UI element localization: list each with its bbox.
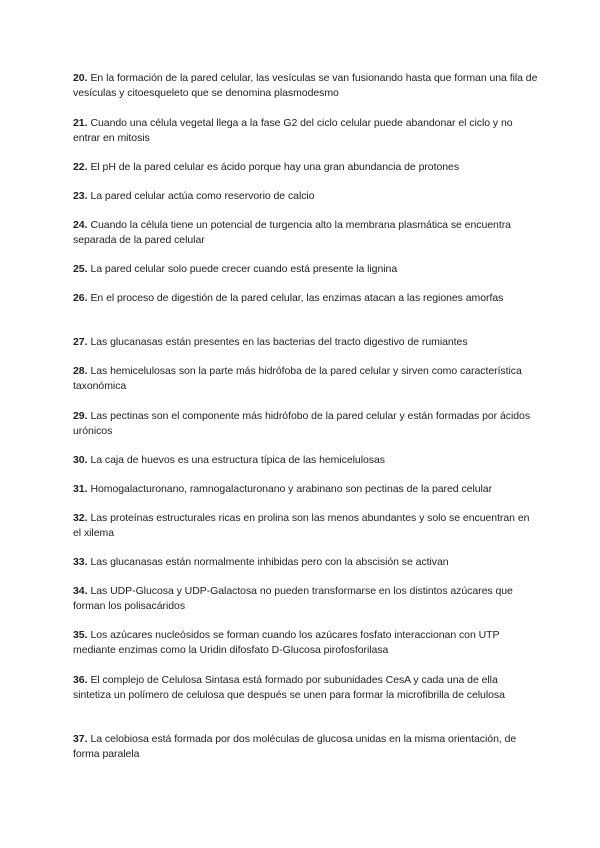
statement-number: 34. [73,585,88,597]
statement-number: 21. [73,117,88,129]
statement-26 [73,291,538,306]
statement-text: Homogalacturonano, ramnogalacturonano y arabinano son pectinas de la pared celular [90,483,493,495]
statement-text: Las glucanasas están normalmente inhibidas pero con la abscisión se activan [90,556,449,568]
statement-27 [73,335,538,350]
statement-number: 26. [73,292,88,304]
statement-number: 27. [73,336,88,348]
statement-number: 20. [73,72,88,84]
statement-25 [73,262,538,277]
statement-text: La pared celular solo puede crecer cuando está presente la lignina [90,263,398,275]
statement-text: Los azúcares nucleósidos se forman cuando los azúcares fosfato interaccionan con UTP mediante enzimas como la Uridin difosfato D-Glucosa pirofosforilasa [73,629,500,656]
statement-31 [73,482,538,497]
statement-number: 36. [73,674,88,686]
statement-text: Las pectinas son el componente más hidrófobo de la pared celular y están formadas por ácidos urónicos [73,410,531,437]
statement-text: Cuando una célula vegetal llega a la fase G2 del ciclo celular puede abandonar el ciclo y no entrar en mitosis [73,117,513,144]
statement-number: 30. [73,454,88,466]
statement-text: Cuando la célula tiene un potencial de turgencia alto la membrana plasmática se encuentra separada de la pared celular [73,219,511,246]
statement-number: 28. [73,365,88,377]
statement-number: 37. [73,733,88,745]
statement-21 [73,116,538,145]
statement-number: 32. [73,512,88,524]
statement-number: 24. [73,219,88,231]
statement-text: La caja de huevos es una estructura típica de las hemicelulosas [90,454,385,466]
statement-28 [73,364,538,393]
statement-text: En el proceso de digestión de la pared celular, las enzimas atacan a las regiones amorfas [90,292,504,304]
statement-37 [73,732,538,761]
statement-text: El complejo de Celulosa Sintasa está formado por subunidades CesA y cada una de ella sintetiza un polímero de celulosa que después se unen para formar la microfibrilla de celulosa [73,674,505,701]
statement-number: 23. [73,190,88,202]
statement-23 [73,189,538,204]
statement-32 [73,511,538,540]
statement-number: 31. [73,483,88,495]
statement-20 [73,71,538,100]
statement-number: 33. [73,556,88,568]
statement-number: 35. [73,629,88,641]
statement-24 [73,218,538,247]
statement-text: La celobiosa está formada por dos moléculas de glucosa unidas en la misma orientación, de forma paralela [73,733,517,760]
statement-33 [73,555,538,570]
statement-text: En la formación de la pared celular, las vesículas se van fusionando hasta que forman una fila de vesículas y citoesqueleto que se denomina plasmodesmo [73,72,538,99]
statement-number: 22. [73,161,88,173]
statement-text: Las glucanasas están presentes en las bacterias del tracto digestivo de rumiantes [90,336,468,348]
statement-34 [73,584,538,613]
statement-35 [73,628,538,657]
statement-30 [73,453,538,468]
statement-text: Las proteínas estructurales ricas en prolina son las menos abundantes y solo se encuentran en el xilema [73,512,530,539]
statement-text: Las UDP-Glucosa y UDP-Galactosa no pueden transformarse en los distintos azúcares que forman los polisacáridos [73,585,513,612]
statement-number: 29. [73,410,88,422]
statement-36 [73,673,538,702]
statement-number: 25. [73,263,88,275]
statement-text: Las hemicelulosas son la parte más hidrófoba de la pared celular y sirven como característica taxonómica [73,365,522,392]
statement-text: El pH de la pared celular es ácido porque hay una gran abundancia de protones [90,161,460,173]
statement-text: La pared celular actúa como reservorio de calcio [90,190,315,202]
statement-22 [73,160,538,175]
statement-29 [73,409,538,438]
